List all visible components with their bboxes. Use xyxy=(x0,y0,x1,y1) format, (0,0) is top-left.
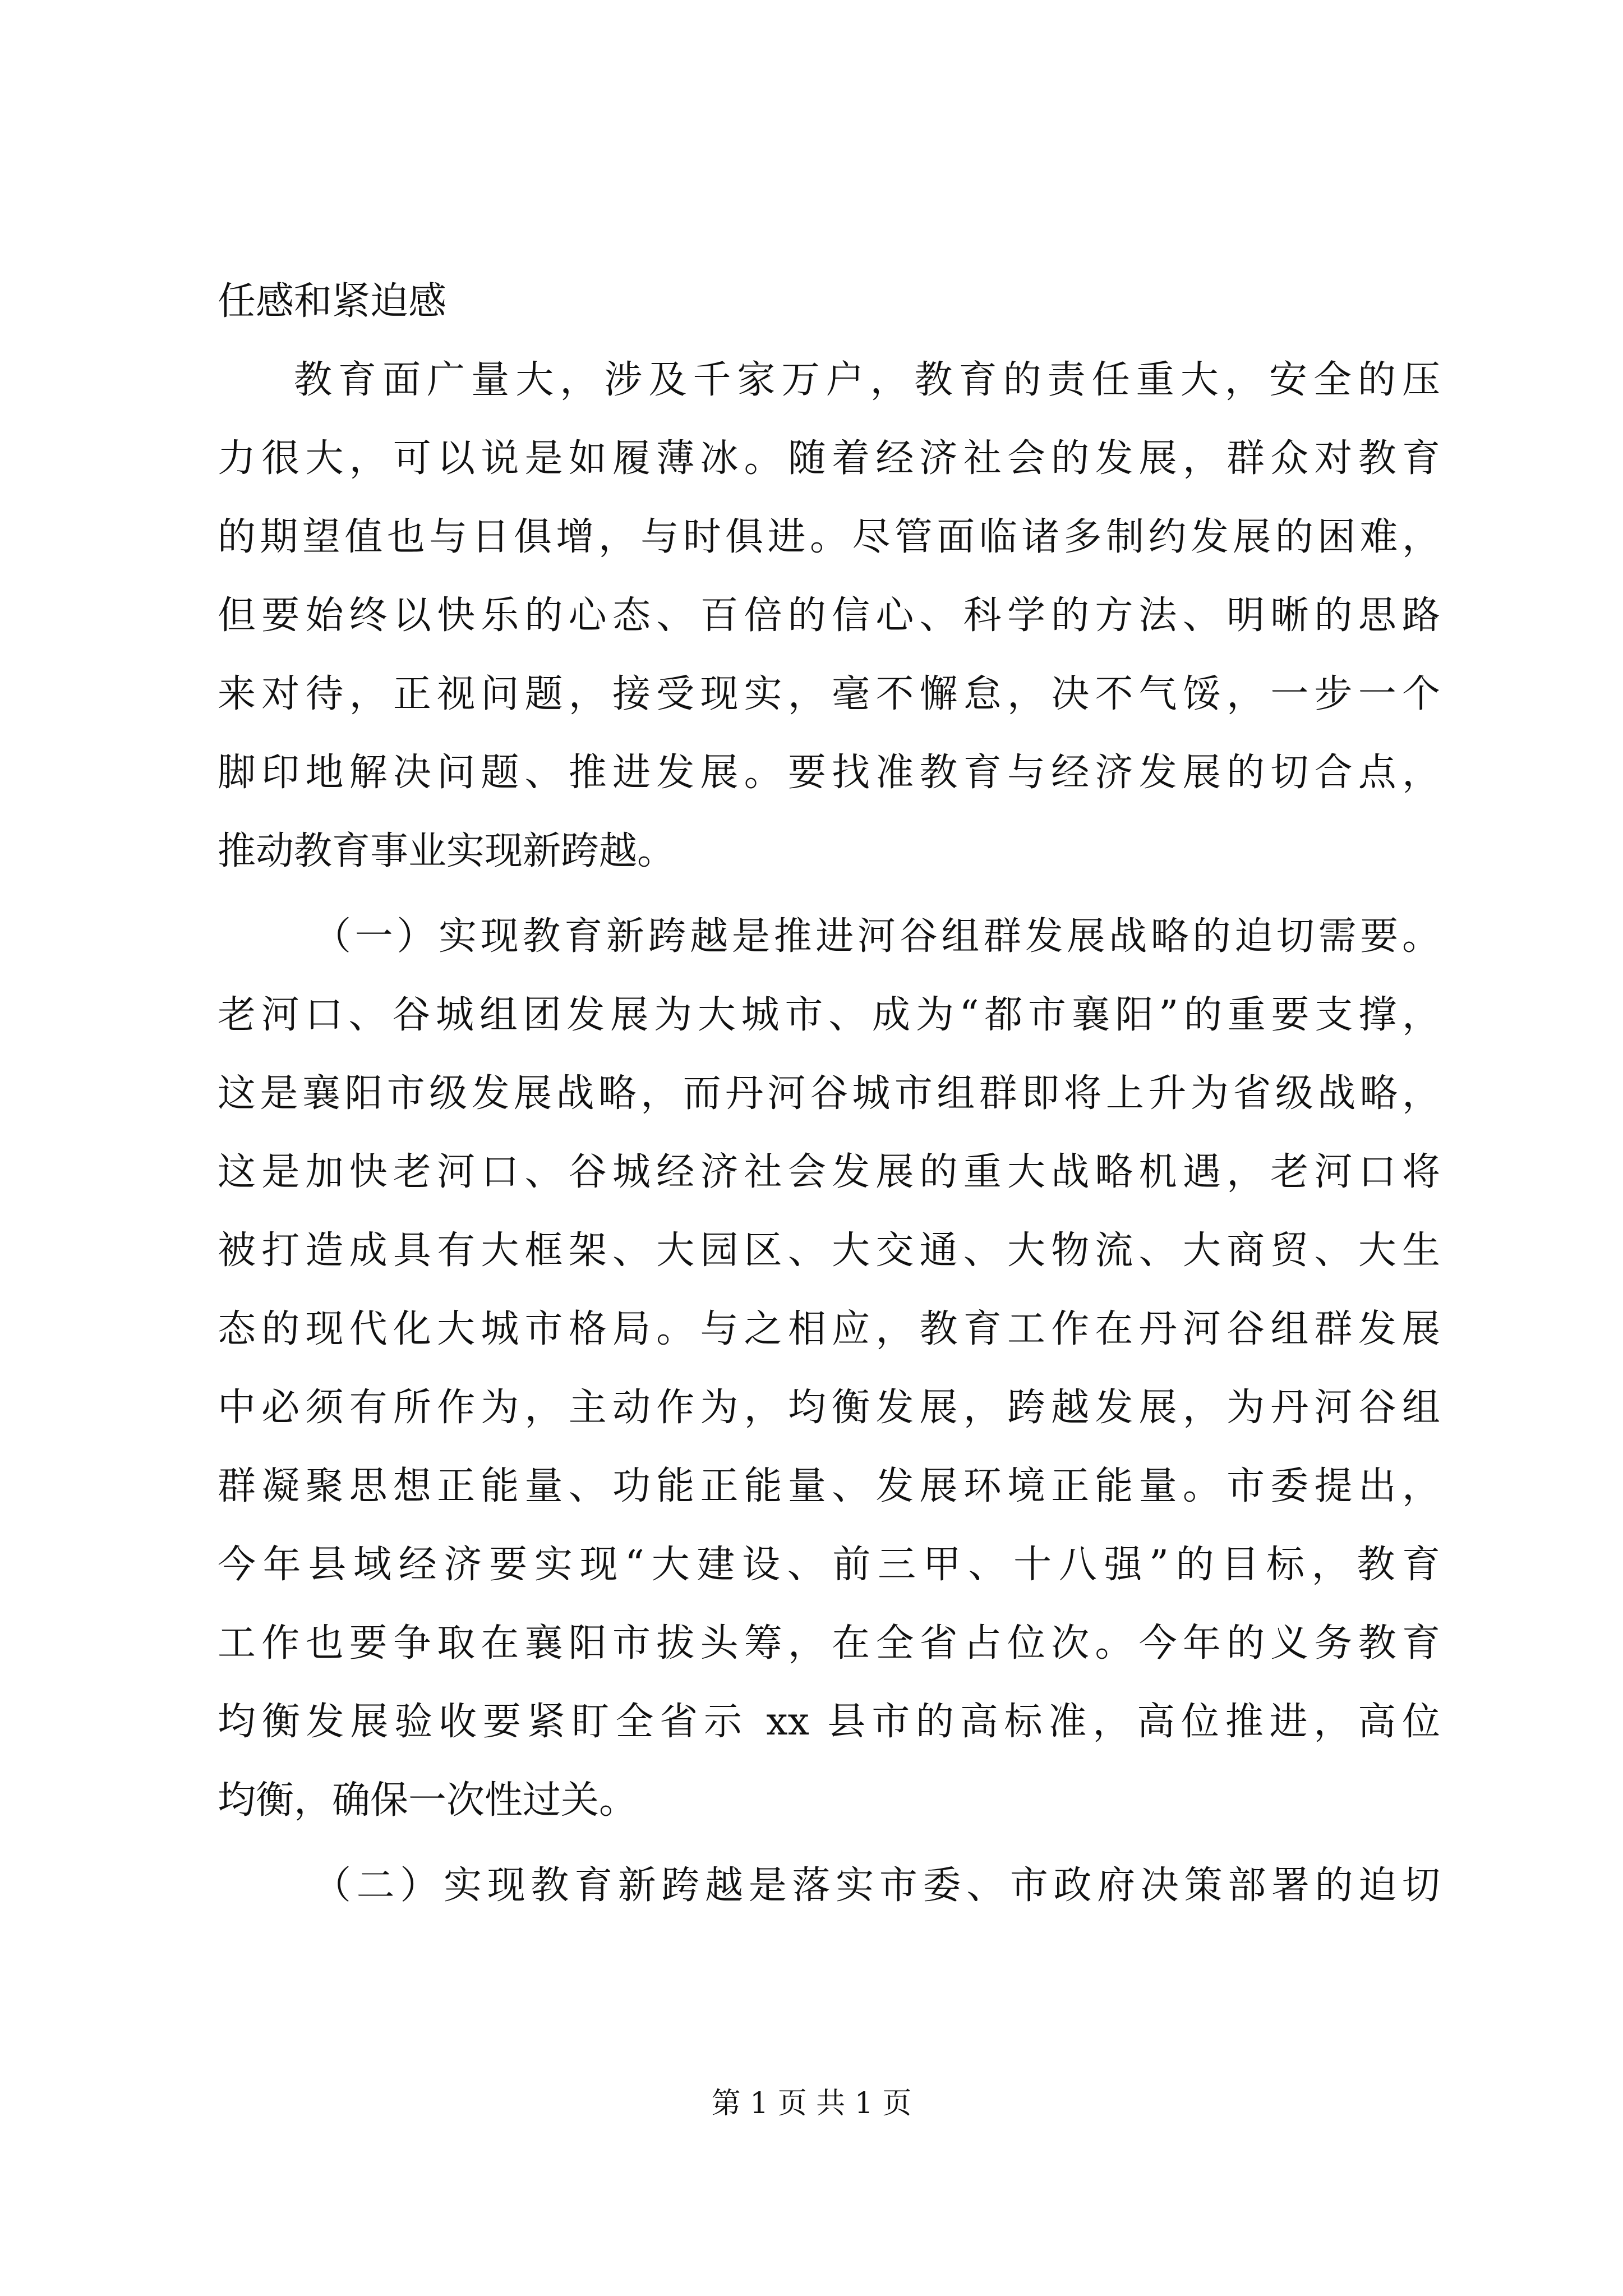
text-line: 均衡发展验收要紧盯全省示 xx 县市的高标准，高位推进，高位 xyxy=(218,1700,1440,1744)
text-line: 推动教育事业实现新跨越。 xyxy=(218,829,676,873)
text-line: 的期望值也与日俱增，与时俱进。尽管面临诸多制约发展的困难， xyxy=(218,515,1440,559)
text-line: 态的现代化大城市格局。与之相应，教育工作在丹河谷组群发展 xyxy=(218,1307,1440,1351)
text-line: 均衡，确保一次性过关。 xyxy=(218,1778,638,1823)
text-line: 任感和紧迫感 xyxy=(218,279,447,324)
text-line: 力很大，可以说是如履薄冰。随着经济社会的发展，群众对教育 xyxy=(218,436,1440,481)
text-line: 脚印地解决问题、推进发展。要找准教育与经济发展的切合点， xyxy=(218,751,1440,795)
text-line: 来对待，正视问题，接受现实，毫不懈怠，决不气馁，一步一个 xyxy=(218,672,1440,716)
text-line: 被打造成具有大框架、大园区、大交通、大物流、大商贸、大生 xyxy=(218,1228,1440,1273)
text-line: （二）实现教育新跨越是落实市委、市政府决策部署的迫切 xyxy=(313,1864,1440,1908)
text-line: 但要始终以快乐的心态、百倍的信心、科学的方法、明晰的思路 xyxy=(218,593,1440,638)
text-line: 中必须有所作为，主动作为，均衡发展，跨越发展，为丹河谷组 xyxy=(218,1386,1440,1430)
document-body xyxy=(218,263,1440,1925)
text-line: 老河口、谷城组团发展为大城市、成为“都市襄阳”的重要支撑， xyxy=(218,993,1440,1037)
text-line: 工作也要争取在襄阳市拔头筹，在全省占位次。今年的义务教育 xyxy=(218,1621,1440,1665)
page-number-footer: 第 1 页 共 1 页 xyxy=(711,2087,912,2120)
text-line: 这是襄阳市级发展战略，而丹河谷城市组群即将上升为省级战略， xyxy=(218,1071,1440,1116)
text-line: 教育面广量大，涉及千家万户，教育的责任重大，安全的压 xyxy=(294,358,1440,402)
text-line: 这是加快老河口、谷城经济社会发展的重大战略机遇，老河口将 xyxy=(218,1150,1440,1194)
text-line: 今年县域经济要实现“大建设、前三甲、十八强”的目标，教育 xyxy=(218,1543,1440,1587)
text-line: （一）实现教育新跨越是推进河谷组群发展战略的迫切需要。 xyxy=(313,914,1440,959)
text-line: 群凝聚思想正能量、功能正能量、发展环境正能量。市委提出， xyxy=(218,1464,1440,1508)
